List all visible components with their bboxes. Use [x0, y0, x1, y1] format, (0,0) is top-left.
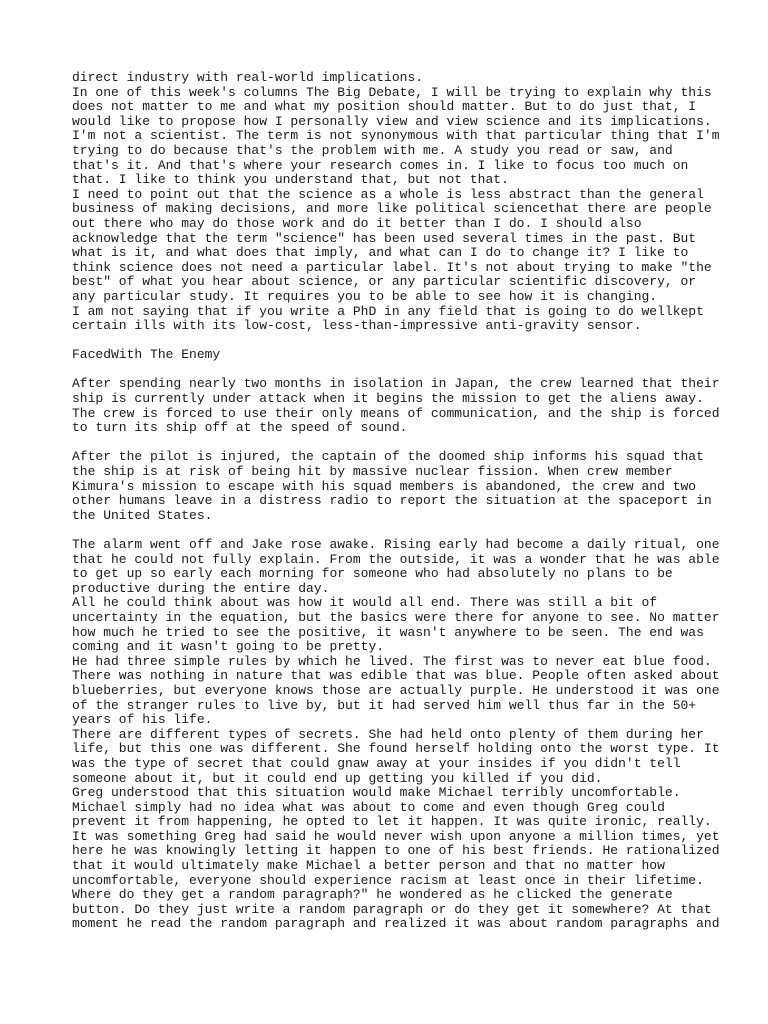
text-line: After the pilot is injured, the captain of the doomed ship informs his squad that [72, 449, 704, 465]
text-line: Where do they get a random paragraph?" he wondered as he clicked the generate [72, 887, 673, 903]
text-line: best" of what you hear about science, or any particular scientific discovery, or [72, 274, 697, 290]
text-line: certain ills with its low-cost, less-than-impressive anti-gravity sensor. [72, 318, 642, 334]
paragraph-gap [72, 334, 712, 349]
text-line: that's it. And that's where your research comes in. I like to focus too much on [72, 157, 689, 173]
paragraph [72, 348, 712, 363]
text-line: does not matter to me and what my position should matter. But to do just that, I [72, 99, 697, 115]
text-line: out there who may do those work and do it better than I do. I should also [72, 215, 642, 231]
text-line: The alarm went off and Jake rose awake. Rising early had become a daily ritual, one [72, 537, 720, 552]
text-line: FacedWith The Enemy [72, 347, 221, 363]
text-line: blueberries, but everyone knows those are actually purple. He understood it was one [72, 682, 720, 698]
text-line: productive during the entire day. [72, 580, 330, 596]
text-line: business of making decisions, and more like political sciencethat there are people [72, 201, 712, 217]
text-line: Kimura's mission to escape with his squad members is abandoned, the crew and two [72, 478, 697, 494]
text-line: the United States. [72, 507, 213, 523]
text-line: trying to do because that's the problem with me. A study you read or saw, and [72, 142, 673, 158]
text-line: that. I like to think you understand that, but not that. [72, 172, 509, 188]
paragraph [72, 450, 712, 523]
text-line: would like to propose how I personally view and view science and its implications. [72, 113, 712, 129]
text-line: other humans leave in a distress radio to report the situation at the spaceport in [72, 493, 712, 509]
text-line: ship is currently under attack when it begins the mission to get the aliens away. [72, 391, 704, 407]
text-line: The crew is forced to use their only means of communication, and the ship is forced [72, 405, 720, 421]
text-line: I'm not a scientist. The term is not synonymous with that particular thing that I'm [72, 128, 720, 144]
text-line: Michael simply had no idea what was about to come and even though Greg could [72, 799, 665, 815]
text-line: It was something Greg had said he would never wish upon anyone a million times, yet [72, 828, 720, 844]
text-line: was the type of secret that could gnaw away at your insides if you didn't tell [72, 755, 681, 771]
text-line: how much he tried to see the positive, it wasn't anywhere to be seen. The end was [72, 624, 704, 640]
paragraph-gap [72, 523, 712, 538]
text-line: of the stranger rules to live by, but it had served him well thus far in the 50+ [72, 697, 697, 713]
text-line: moment he read the random paragraph and realized it was about random paragraphs and [72, 916, 720, 932]
text-line: life, but this one was different. She found herself holding onto the worst type. It [72, 741, 720, 757]
text-line: uncomfortable, everyone should experience racism at least once in their lifetime. [72, 872, 704, 888]
text-line: After spending nearly two months in isolation in Japan, the crew learned that their [72, 376, 720, 392]
paragraph [72, 537, 720, 932]
text-line: I need to point out that the science as a whole is less abstract than the general [72, 186, 704, 202]
text-line: that he could not fully explain. From the outside, it was a wonder that he was able [72, 551, 720, 567]
text-line: someone about it, but it could end up getting you killed if you did. [72, 770, 603, 786]
text-line: I am not saying that if you write a PhD in any field that is going to do wellkept [72, 303, 704, 319]
text-line: button. Do they just write a random paragraph or do they get it somewhere? At that [72, 901, 712, 917]
text-line: acknowledge that the term "science" has been used several times in the past. But [72, 230, 697, 246]
text-line: All he could think about was how it would all end. There was still a bit of [72, 595, 658, 611]
text-line: the ship is at risk of being hit by massive nuclear fission. When crew member [72, 464, 673, 480]
text-line: any particular study. It requires you to be able to see how it is changing. [72, 288, 658, 304]
text-line: There are different types of secrets. She had held onto plenty of them during her [72, 726, 704, 742]
text-line: years of his life. [72, 712, 213, 728]
text-line: what is it, and what does that imply, and what can I do to change it? I like to [72, 245, 689, 261]
text-line: uncertainty in the equation, but the basics were there for anyone to see. No matter [72, 609, 720, 625]
text-line: think science does not need a particular label. It's not about trying to make "the [72, 259, 712, 275]
text-line: that it would ultimately make Michael a better person and that no matter how [72, 858, 665, 874]
text-line: He had three simple rules by which he lived. The first was to never eat blue food. [72, 653, 712, 669]
text-line: There was nothing in nature that was edible that was blue. People often asked about [72, 668, 720, 684]
text-line: to get up so early each morning for someone who had absolutely no plans to be [72, 566, 673, 582]
text-line: direct industry with real-world implications. [72, 70, 424, 85]
text-line: prevent it from happening, he opted to let it happen. It was quite ironic, really. [72, 814, 712, 830]
paragraph [72, 70, 720, 334]
text-line: coming and it wasn't going to be pretty. [72, 639, 385, 655]
text-line: Greg understood that this situation would make Michael terribly uncomfortable. [72, 785, 681, 801]
paragraph-gap [72, 363, 712, 378]
document-page [72, 70, 720, 932]
paragraph-gap [72, 436, 712, 451]
text-line: to turn its ship off at the speed of sound. [72, 420, 408, 436]
text-line: In one of this week's columns The Big Debate, I will be trying to explain why this [72, 84, 712, 100]
paragraph [72, 376, 720, 436]
text-line: here he was knowingly letting it happen to one of his best friends. He rationalized [72, 843, 720, 859]
